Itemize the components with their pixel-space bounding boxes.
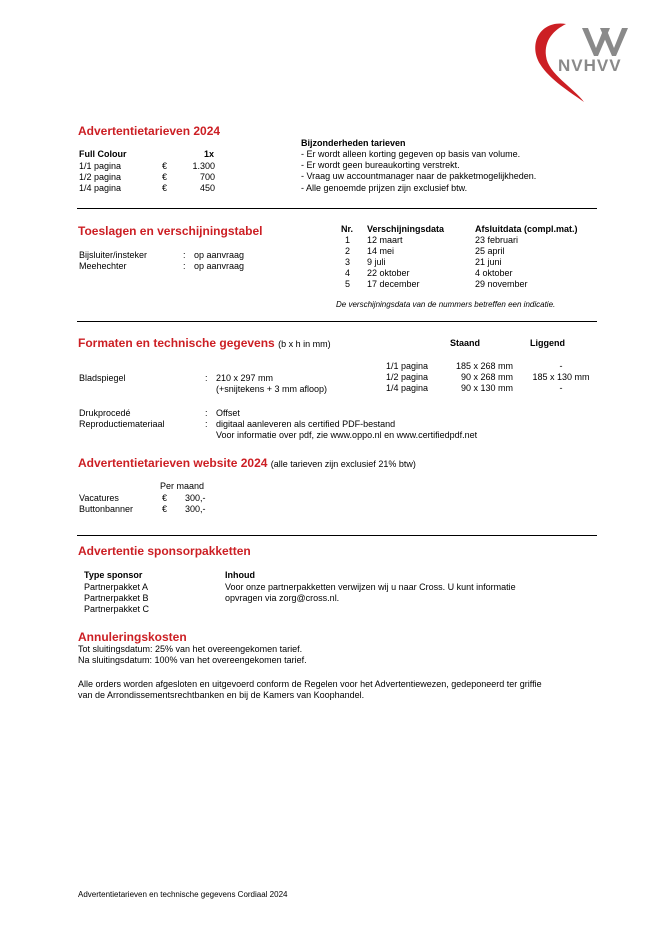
- annulering-line: Tot sluitingsdatum: 25% van het overeengekomen tarief.: [78, 644, 303, 654]
- table-header-date: Verschijningsdata: [367, 224, 445, 234]
- website-row-currency: €: [162, 504, 168, 514]
- sponsor-col-content: Inhoud: [225, 570, 255, 580]
- table-cell-close: 23 februari: [475, 235, 519, 245]
- details-line: - Vraag uw accountmanager naar de pakketmogelijkheden.: [301, 171, 537, 181]
- table-cell-nr: 1: [345, 235, 351, 245]
- divider: [77, 321, 597, 322]
- website-row-label: Buttonbanner: [79, 504, 134, 514]
- size-label: 1/2 pagina: [386, 372, 429, 382]
- repro-value: digitaal aanleveren als certified PDF-bestand: [216, 419, 396, 429]
- tarieven-row-currency: €: [162, 161, 168, 171]
- formaten-title: [78, 336, 331, 351]
- website-subtitle: (alle tarieven zijn exclusief 21% btw): [270, 459, 416, 469]
- details-title: Bijzonderheden tarieven: [301, 138, 406, 148]
- tarieven-row-label: 1/2 pagina: [79, 172, 122, 182]
- website-row-price: 300,-: [185, 504, 206, 514]
- toeslagen-label: Bijsluiter/insteker: [79, 250, 148, 260]
- table-cell-nr: 5: [345, 279, 351, 289]
- table-cell-close: 29 november: [475, 279, 528, 289]
- table-cell-date: 17 december: [367, 279, 420, 289]
- tarieven-row-price: 450: [199, 183, 215, 193]
- sponsor-content-line: Voor onze partnerpakketten verwijzen wij u naar Cross. U kunt informatie: [225, 582, 516, 592]
- details-line: - Alle genoemde prijzen zijn exclusief btw.: [301, 183, 468, 193]
- annulering-paragraph-line: Alle orders worden afgesloten en uitgevoerd conform de Regelen voor het Advertentiewezen, gedeponeerd ter griffie: [78, 679, 542, 689]
- toeslagen-value: op aanvraag: [194, 261, 245, 271]
- sponsor-col-type: Type sponsor: [84, 570, 143, 580]
- table-cell-nr: 4: [345, 268, 351, 278]
- size-staand: 90 x 268 mm: [460, 372, 513, 382]
- sponsor-type: Partnerpakket C: [84, 604, 150, 614]
- tarieven-col-1x: 1x: [204, 149, 215, 159]
- details-line: - Er wordt geen bureaukorting verstrekt.: [301, 160, 460, 170]
- table-cell-date: 14 mei: [367, 246, 395, 256]
- table-cell-close: 25 april: [475, 246, 505, 256]
- sponsor-title: Advertentie sponsorpakketten: [78, 544, 251, 558]
- drukprocede-sep: :: [205, 408, 208, 418]
- website-row-label: Vacatures: [79, 493, 119, 503]
- tarieven-row-label: 1/4 pagina: [79, 183, 122, 193]
- table-cell-close: 4 oktober: [475, 268, 513, 278]
- size-label: 1/1 pagina: [386, 361, 429, 371]
- table-cell-close: 21 juni: [475, 257, 502, 267]
- header-staand: Staand: [450, 338, 481, 348]
- size-liggend: 185 x 130 mm: [532, 372, 590, 382]
- tarieven-col-label: Full Colour: [79, 149, 127, 159]
- website-row-currency: €: [162, 493, 168, 503]
- toeslagen-label: Meehechter: [79, 261, 127, 271]
- logo: [526, 18, 630, 108]
- repro-sep: :: [205, 419, 208, 429]
- table-cell-date: 12 maart: [367, 235, 403, 245]
- repro-extra: Voor informatie over pdf, zie www.oppo.nl en www.certifiedpdf.net: [216, 430, 478, 440]
- table-cell-date: 9 juli: [367, 257, 386, 267]
- table-note: De verschijningsdata van de nummers betreffen een indicatie.: [336, 300, 556, 309]
- tarieven-title: Advertentietarieven 2024: [78, 124, 221, 138]
- bladspiegel-extra: (+snijtekens + 3 mm afloop): [216, 384, 328, 394]
- divider: [77, 208, 597, 209]
- website-row-price: 300,-: [185, 493, 206, 503]
- table-cell-nr: 3: [345, 257, 351, 267]
- size-liggend: -: [559, 383, 563, 393]
- formaten-title-text: Formaten en technische gegevens: [78, 336, 275, 350]
- sponsor-type: Partnerpakket B: [84, 593, 149, 603]
- sponsor-content-line: opvragen via zorg@cross.nl.: [225, 593, 340, 603]
- table-header-nr: Nr.: [341, 224, 354, 234]
- drukprocede-value: Offset: [216, 408, 240, 418]
- drukprocede-label: Drukprocedé: [79, 408, 131, 418]
- tarieven-row-currency: €: [162, 172, 168, 182]
- annulering-line: Na sluitingsdatum: 100% van het overeengekomen tarief.: [78, 655, 307, 665]
- website-title: [78, 456, 416, 471]
- website-title-text: Advertentietarieven website 2024: [78, 456, 268, 470]
- size-staand: 185 x 268 mm: [455, 361, 513, 371]
- size-label: 1/4 pagina: [386, 383, 429, 393]
- logo-text: NVHVV: [558, 56, 622, 75]
- formaten-subtitle: (b x h in mm): [278, 339, 331, 349]
- website-col: Per maand: [160, 481, 205, 491]
- bladspiegel-value: 210 x 297 mm: [216, 373, 274, 383]
- tarieven-row-price: 700: [199, 172, 215, 182]
- tarieven-row-price: 1.300: [192, 161, 215, 171]
- size-staand: 90 x 130 mm: [460, 383, 513, 393]
- table-header-close: Afsluitdata (compl.mat.): [475, 224, 578, 234]
- tarieven-row-label: 1/1 pagina: [79, 161, 122, 171]
- details-line: - Er wordt alleen korting gegeven op basis van volume.: [301, 149, 521, 159]
- bladspiegel-label: Bladspiegel: [79, 373, 126, 383]
- tarieven-row-currency: €: [162, 183, 168, 193]
- table-cell-date: 22 oktober: [367, 268, 410, 278]
- toeslagen-sep: :: [183, 261, 186, 271]
- annulering-title: Annuleringskosten: [78, 630, 187, 644]
- bladspiegel-sep: :: [205, 373, 208, 383]
- footer-text: Advertentietarieven en technische gegevens Cordiaal 2024: [78, 890, 288, 899]
- toeslagen-value: op aanvraag: [194, 250, 245, 260]
- toeslagen-title: Toeslagen en verschijningstabel: [78, 224, 263, 238]
- sponsor-type: Partnerpakket A: [84, 582, 149, 592]
- table-cell-nr: 2: [345, 246, 351, 256]
- size-liggend: -: [559, 361, 563, 371]
- toeslagen-sep: :: [183, 250, 186, 260]
- annulering-paragraph-line: van de Arrondissementsrechtbanken en bij de Kamers van Koophandel.: [78, 690, 365, 700]
- repro-label: Reproductiemateriaal: [79, 419, 165, 429]
- divider: [77, 535, 597, 536]
- header-liggend: Liggend: [530, 338, 565, 348]
